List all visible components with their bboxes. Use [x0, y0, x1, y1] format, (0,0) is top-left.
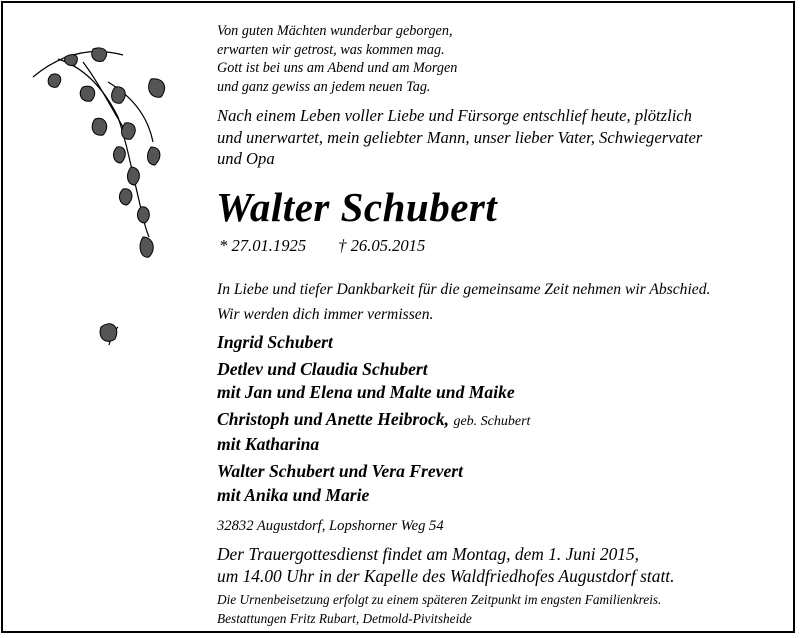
life-dates	[219, 236, 425, 256]
mourners-list	[217, 331, 530, 507]
mourner-line: mit Jan und Elena und Malte und Maike	[217, 382, 515, 403]
deceased-name: Walter Schubert	[216, 184, 498, 230]
undertaker: Bestattungen Fritz Rubart, Detmold-Pivitsheide	[217, 611, 472, 626]
address: 32832 Augustdorf, Lopshorner Weg 54	[217, 518, 444, 534]
mourner-line: Ingrid Schubert	[217, 332, 333, 352]
farewell-line: Wir werden dich immer vermissen.	[217, 306, 434, 323]
poem-line: Von guten Mächten wunderbar geborgen,	[217, 23, 453, 39]
service-line: um 14.00 Uhr in der Kapelle des Waldfriedhofes Augustdorf statt.	[217, 565, 675, 586]
poem-line: und ganz gewiss an jedem neuen Tag.	[217, 78, 431, 95]
poem-line: Gott ist bei uns am Abend und am Morgen	[217, 60, 458, 76]
poem-line: erwarten wir getrost, was kommen mag.	[217, 41, 445, 58]
intro-line: und unerwartet, mein geliebter Mann, unser lieber Vater, Schwiegervater	[217, 127, 703, 147]
mourner-line: Walter Schubert und Vera Frevert	[217, 460, 464, 481]
service-info	[217, 544, 674, 587]
mourner-line: mit Katharina	[217, 434, 320, 455]
birch-branch-icon	[23, 27, 173, 357]
mourner-line	[217, 408, 530, 434]
intro-text	[217, 105, 702, 170]
birth-date: * 27.01.1925	[219, 236, 307, 255]
obituary-card	[1, 1, 795, 633]
urn-note: Die Urnenbeisetzung erfolgt zu einem späteren Zeitpunkt im engsten Familienkreis.	[217, 592, 662, 607]
mourner-name: Christoph und Anette Heibrock,	[217, 408, 450, 429]
mourner-line: Detlev und Claudia Schubert	[217, 358, 428, 379]
farewell-line: In Liebe und tiefer Dankbarkeit für die gemeinsame Zeit nehmen wir Abschied.	[217, 281, 711, 298]
service-line: Der Trauergottesdienst findet am Montag, dem 1. Juni 2015,	[217, 544, 640, 564]
farewell-text	[217, 277, 710, 327]
intro-line: und Opa	[217, 149, 275, 169]
poem	[217, 22, 457, 96]
maiden-name-note: geb. Schubert	[453, 413, 531, 429]
intro-line: Nach einem Leben voller Liebe und Fürsorge entschlief heute, plötzlich	[217, 106, 692, 125]
mourner-line: mit Anika und Marie	[217, 484, 370, 505]
death-date: † 26.05.2015	[338, 236, 426, 255]
